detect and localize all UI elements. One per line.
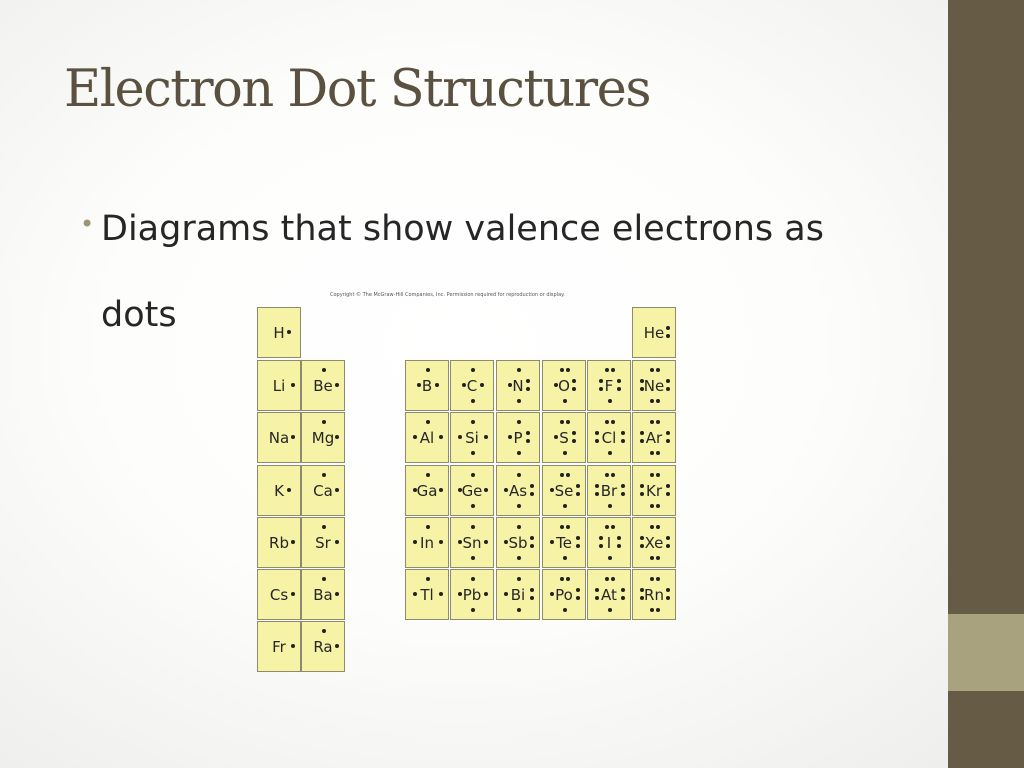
bullet-icon: • [80,210,95,238]
valence-electron-dot [471,420,475,424]
element-symbol: Si [465,429,479,447]
valence-electron-dot [611,577,615,581]
valence-electron-dot [471,473,475,477]
element-cell-ge [450,465,494,516]
element-symbol: F [604,377,614,395]
valence-electron-dot [650,608,654,612]
element-cell-k [257,465,301,516]
valence-electron-dot [458,540,462,544]
element-symbol: Te [556,534,572,552]
valence-electron-dot [563,504,567,508]
element-symbol: Pb [462,586,482,604]
valence-electron-dot [322,629,326,633]
element-symbol: Sb [508,534,528,552]
valence-electron-dot [560,473,564,477]
valence-electron-dot [517,556,521,560]
valence-electron-dot [608,399,612,403]
valence-electron-dot [335,488,339,492]
valence-electron-dot [608,451,612,455]
valence-electron-dot [666,596,670,600]
valence-electron-dot [621,492,625,496]
element-cell-b [405,360,449,411]
valence-electron-dot [666,536,670,540]
valence-electron-dot [291,383,295,387]
valence-electron-dot [517,420,521,424]
valence-electron-dot [530,588,534,592]
valence-electron-dot [640,439,644,443]
valence-electron-dot [480,383,484,387]
element-cell-ar [632,412,676,463]
valence-electron-dot [650,504,654,508]
valence-electron-dot [439,488,443,492]
valence-electron-dot [530,544,534,548]
element-cell-li [257,360,301,411]
valence-electron-dot [576,544,580,548]
valence-electron-dot [335,435,339,439]
valence-electron-dot [595,588,599,592]
valence-electron-dot [656,556,660,560]
valence-electron-dot [322,525,326,529]
valence-electron-dot [462,383,466,387]
valence-electron-dot [517,608,521,612]
valence-electron-dot [471,556,475,560]
valence-electron-dot [605,525,609,529]
valence-electron-dot [650,451,654,455]
valence-electron-dot [413,488,417,492]
valence-electron-dot [530,536,534,540]
valence-electron-dot [605,368,609,372]
valence-electron-dot [484,592,488,596]
valence-electron-dot [650,525,654,529]
valence-electron-dot [572,439,576,443]
valence-electron-dot [322,473,326,477]
valence-electron-dot [566,577,570,581]
valence-electron-dot [413,592,417,596]
element-cell-ba [301,569,345,620]
valence-electron-dot [563,451,567,455]
valence-electron-dot [413,435,417,439]
valence-electron-dot [566,525,570,529]
element-cell-kr [632,465,676,516]
element-cell-ne [632,360,676,411]
valence-electron-dot [605,473,609,477]
valence-electron-dot [640,484,644,488]
element-cell-na [257,412,301,463]
element-symbol: In [420,534,434,552]
valence-electron-dot [526,379,530,383]
valence-electron-dot [517,525,521,529]
valence-electron-dot [599,379,603,383]
element-symbol: P [513,429,523,447]
element-symbol: N [512,377,524,395]
valence-electron-dot [517,368,521,372]
valence-electron-dot [517,577,521,581]
element-symbol: Br [600,482,618,500]
valence-electron-dot [291,644,295,648]
valence-electron-dot [335,592,339,596]
element-cell-mg [301,412,345,463]
valence-electron-dot [471,368,475,372]
valence-electron-dot [484,540,488,544]
element-cell-sn [450,517,494,568]
valence-electron-dot [530,484,534,488]
valence-electron-dot [599,544,603,548]
valence-electron-dot [508,435,512,439]
valence-electron-dot [504,540,508,544]
valence-electron-dot [608,608,612,612]
valence-electron-dot [526,439,530,443]
valence-electron-dot [471,525,475,529]
valence-electron-dot [605,577,609,581]
valence-electron-dot [291,592,295,596]
valence-electron-dot [595,484,599,488]
valence-electron-dot [576,596,580,600]
valence-electron-dot [413,540,417,544]
element-cell-h [257,307,301,358]
valence-electron-dot [554,383,558,387]
valence-electron-dot [550,592,554,596]
element-symbol: Ge [461,482,483,500]
element-symbol: O [558,377,570,395]
element-symbol: Rn [644,586,664,604]
valence-electron-dot [471,608,475,612]
element-cell-cs [257,569,301,620]
valence-electron-dot [526,431,530,435]
element-cell-rb [257,517,301,568]
element-cell-be [301,360,345,411]
valence-electron-dot [611,525,615,529]
element-cell-n [496,360,540,411]
copyright-caption: Copyright © The McGraw-Hill Companies, Inc. Permission required for reproduction or display. [330,292,565,298]
element-cell-in [405,517,449,568]
valence-electron-dot [666,387,670,391]
valence-electron-dot [640,492,644,496]
valence-electron-dot [566,473,570,477]
valence-electron-dot [322,420,326,424]
element-symbol: I [606,534,612,552]
element-symbol: Xe [644,534,664,552]
element-cell-cl [587,412,631,463]
valence-electron-dot [605,420,609,424]
element-cell-s [542,412,586,463]
valence-electron-dot [560,525,564,529]
element-symbol: Ba [313,586,333,604]
valence-electron-dot [471,399,475,403]
element-symbol: Ca [313,482,333,500]
valence-electron-dot [335,644,339,648]
valence-electron-dot [563,556,567,560]
valence-electron-dot [599,536,603,540]
valence-electron-dot [666,544,670,548]
valence-electron-dot [458,592,462,596]
valence-electron-dot [656,504,660,508]
valence-electron-dot [617,536,621,540]
valence-electron-dot [608,504,612,508]
element-cell-fr [257,621,301,672]
element-symbol: Rb [269,534,289,552]
element-cell-se [542,465,586,516]
valence-electron-dot [517,473,521,477]
valence-electron-dot [608,556,612,560]
valence-electron-dot [426,420,430,424]
valence-electron-dot [417,383,421,387]
element-symbol: Na [268,429,290,447]
valence-electron-dot [666,492,670,496]
valence-electron-dot [458,435,462,439]
bullet-text-line-2: dots [101,295,177,335]
element-symbol: Mg [311,429,335,447]
element-cell-as [496,465,540,516]
valence-electron-dot [595,492,599,496]
valence-electron-dot [563,399,567,403]
valence-electron-dot [439,592,443,596]
valence-electron-dot [287,330,291,334]
sidebar-accent [948,614,1024,691]
valence-electron-dot [508,383,512,387]
valence-electron-dot [426,368,430,372]
valence-electron-dot [640,536,644,540]
element-symbol: At [601,586,617,604]
valence-electron-dot [656,525,660,529]
element-cell-ca [301,465,345,516]
valence-electron-dot [504,592,508,596]
element-cell-i [587,517,631,568]
element-symbol: Ar [645,429,663,447]
valence-electron-dot [426,525,430,529]
valence-electron-dot [666,431,670,435]
valence-electron-dot [656,473,660,477]
element-cell-sb [496,517,540,568]
element-cell-bi [496,569,540,620]
valence-electron-dot [287,488,291,492]
valence-electron-dot [560,368,564,372]
valence-electron-dot [572,379,576,383]
valence-electron-dot [517,451,521,455]
valence-electron-dot [517,399,521,403]
valence-electron-dot [666,588,670,592]
valence-electron-dot [576,588,580,592]
element-cell-at [587,569,631,620]
valence-electron-dot [621,588,625,592]
element-symbol: Cl [601,429,617,447]
element-symbol: B [421,377,433,395]
bullet-text-line-1: Diagrams that show valence electrons as [101,209,824,249]
element-cell-te [542,517,586,568]
valence-electron-dot [550,540,554,544]
valence-electron-dot [439,540,443,544]
valence-electron-dot [650,473,654,477]
valence-electron-dot [650,556,654,560]
valence-electron-dot [666,439,670,443]
valence-electron-dot [484,435,488,439]
valence-electron-dot [666,379,670,383]
valence-electron-dot [666,484,670,488]
element-symbol: H [273,324,285,342]
element-cell-ga [405,465,449,516]
valence-electron-dot [640,387,644,391]
element-symbol: K [274,482,284,500]
valence-electron-dot [530,596,534,600]
valence-electron-dot [666,326,670,330]
valence-electron-dot [621,596,625,600]
element-cell-xe [632,517,676,568]
element-cell-si [450,412,494,463]
valence-electron-dot [595,439,599,443]
valence-electron-dot [576,536,580,540]
element-symbol: Be [313,377,333,395]
element-symbol: Ga [416,482,438,500]
element-symbol: Al [419,429,435,447]
valence-electron-dot [566,368,570,372]
element-symbol: Cs [269,586,289,604]
element-symbol: Sr [315,534,331,552]
valence-electron-dot [666,334,670,338]
valence-electron-dot [595,596,599,600]
valence-electron-dot [291,435,295,439]
valence-electron-dot [572,387,576,391]
valence-electron-dot [640,379,644,383]
valence-electron-dot [530,492,534,496]
valence-electron-dot [650,399,654,403]
element-cell-ra [301,621,345,672]
valence-electron-dot [611,420,615,424]
element-symbol: Li [272,377,286,395]
valence-electron-dot [471,504,475,508]
valence-electron-dot [517,504,521,508]
element-cell-br [587,465,631,516]
element-symbol: S [559,429,569,447]
valence-electron-dot [617,387,621,391]
valence-electron-dot [650,577,654,581]
valence-electron-dot [650,368,654,372]
element-symbol: Kr [645,482,662,500]
valence-electron-dot [621,484,625,488]
valence-electron-dot [458,488,462,492]
valence-electron-dot [484,488,488,492]
element-cell-he [632,307,676,358]
valence-electron-dot [640,588,644,592]
element-cell-o [542,360,586,411]
valence-electron-dot [640,596,644,600]
valence-electron-dot [656,420,660,424]
valence-electron-dot [599,387,603,391]
valence-electron-dot [335,383,339,387]
valence-electron-dot [656,608,660,612]
element-symbol: C [466,377,478,395]
valence-electron-dot [640,544,644,548]
valence-electron-dot [617,379,621,383]
element-symbol: Ra [313,638,333,656]
element-symbol: Po [555,586,573,604]
element-symbol: Bi [510,586,526,604]
valence-electron-dot [621,431,625,435]
valence-electron-dot [595,431,599,435]
valence-electron-dot [621,439,625,443]
valence-electron-dot [572,431,576,435]
valence-electron-dot [471,451,475,455]
element-cell-rn [632,569,676,620]
valence-electron-dot [426,577,430,581]
element-cell-p [496,412,540,463]
valence-electron-dot [322,577,326,581]
element-symbol: Se [554,482,574,500]
element-cell-al [405,412,449,463]
element-cell-sr [301,517,345,568]
slide-title: Electron Dot Structures [64,60,651,119]
element-symbol: He [643,324,665,342]
valence-electron-dot [322,368,326,372]
element-cell-c [450,360,494,411]
valence-electron-dot [656,399,660,403]
element-symbol: Sn [462,534,482,552]
element-symbol: Fr [272,638,286,656]
valence-electron-dot [526,387,530,391]
valence-electron-dot [576,492,580,496]
valence-electron-dot [656,577,660,581]
valence-electron-dot [563,608,567,612]
valence-electron-dot [640,431,644,435]
valence-electron-dot [550,488,554,492]
element-cell-po [542,569,586,620]
element-cell-pb [450,569,494,620]
valence-electron-dot [611,368,615,372]
valence-electron-dot [566,420,570,424]
valence-electron-dot [439,435,443,439]
valence-electron-dot [504,488,508,492]
valence-electron-dot [291,540,295,544]
valence-electron-dot [335,540,339,544]
element-cell-f [587,360,631,411]
valence-electron-dot [576,484,580,488]
valence-electron-dot [617,544,621,548]
valence-electron-dot [650,420,654,424]
valence-electron-dot [656,451,660,455]
element-symbol: Tl [420,586,434,604]
valence-electron-dot [471,577,475,581]
valence-electron-dot [426,473,430,477]
valence-electron-dot [560,577,564,581]
element-symbol: As [508,482,528,500]
valence-electron-dot [656,368,660,372]
element-symbol: Ne [643,377,665,395]
valence-electron-dot [435,383,439,387]
valence-electron-dot [560,420,564,424]
valence-electron-dot [554,435,558,439]
valence-electron-dot [611,473,615,477]
element-cell-tl [405,569,449,620]
